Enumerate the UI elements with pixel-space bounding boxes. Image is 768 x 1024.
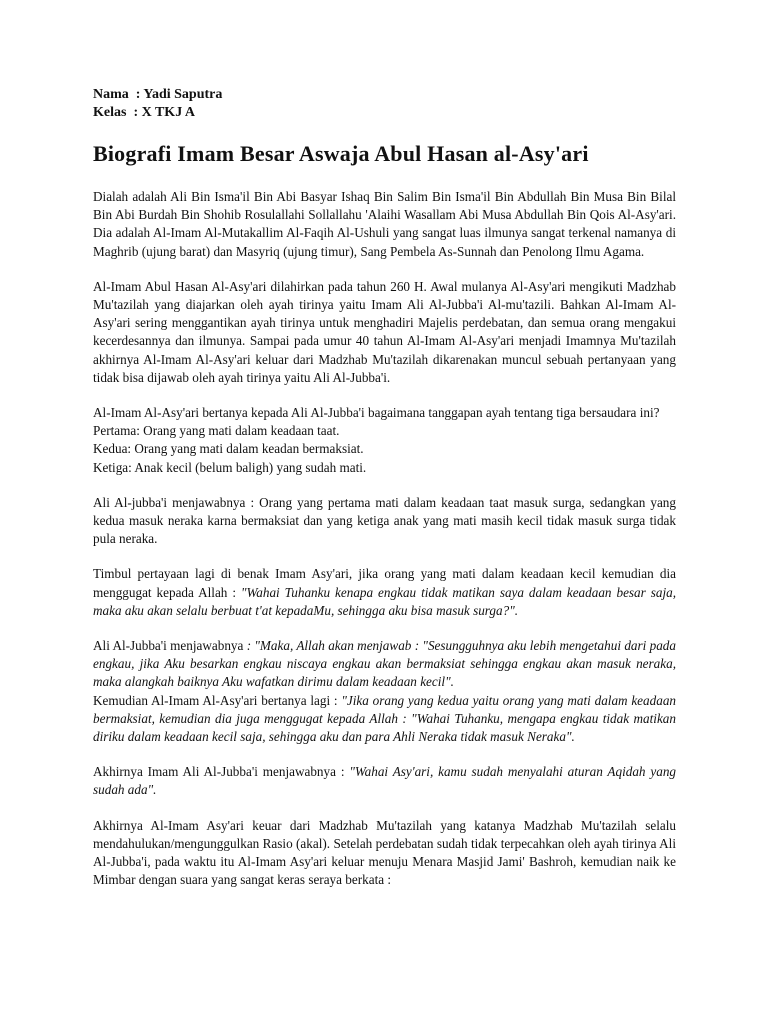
answer-2-quote: : "Maka, Allah akan menjawab : "Sesungguhnya aku lebih mengetahui dari pada engkau, jika Aku besarkan engkau niscaya engkau akan bermaksiat sehingga engkau akan masuk neraka, maka alangkah baiknya Aku wafatkan dirimu dalam keadaan kecil". bbox=[93, 638, 676, 690]
answer-2-text: Ali Al-Jubba'i menjawabnya bbox=[93, 638, 244, 654]
paragraph-early-life: Al-Imam Abul Hasan Al-Asy'ari dilahirkan pada tahun 260 H. Awal mulanya Al-Asy'ari mengikuti Madzhab Mu'tazilah yang diajarkan oleh ayah tirinya yaitu Imam Ali Al-Jubba'i Al-mu'tazili. Bahkan Al-Imam Al-Asy'ari sering menggantikan ayah tirinya untuk menghadiri Majelis perdebatan, dan semua orang mengakui kecerdesannya dan ilmunya. Sampai pada umur 40 tahun Al-Imam Al-Asy'ari menjadi Imamnya Mu'tazilah akhirnya Al-Imam Al-Asy'ari keluar dari Madzhab Mu'tazilah dikarenakan muncul sebuah pertanyaan yang tidak bisa dijawab oleh ayah tirinya yaitu Ali Al-Jubba'i. bbox=[93, 278, 676, 385]
paragraph-question-1 bbox=[93, 404, 676, 477]
paragraph-lineage: Dialah adalah Ali Bin Isma'il Bin Abi Basyar Ishaq Bin Salim Bin Isma'il Bin Abdullah Bin Musa Bin Bilal Bin Abi Burdah Bin Shohib Rosulallahi Sollallahu 'Alaihi Wasallam Abi Musa Abdullah Bin Qois Al-Asy'ari. Dia adalah Al-Imam Al-Mutakallim Al-Faqih Al-Ushuli yang sangat luas ilmunya sangat terkenal namanya di Maghrib (ujung barat) dan Masyriq (ujung timur), Sang Pembela As-Sunnah dan Penolong Ilmu Agama. bbox=[93, 189, 676, 259]
question-item-first: Pertama: Orang yang mati dalam keadaan taat. bbox=[93, 423, 340, 439]
paragraph-answer-1: Ali Al-jubba'i menjawabnya : Orang yang pertama mati dalam keadaan taat masuk surga, sedangkan yang kedua masuk neraka karna bermaksiat dan yang ketiga anak yang mati masih kecil tidak masuk surga tidak pula neraka. bbox=[93, 494, 676, 547]
question-3-text: Kemudian Al-Imam Al-Asy'ari bertanya lagi : bbox=[93, 692, 342, 708]
document-body bbox=[93, 188, 676, 890]
paragraph-closing: Akhirnya Al-Imam Asy'ari keuar dari Madzhab Mu'tazilah yang katanya Madzhab Mu'tazilah selalu mendahulukan/mengunggulkan Rasio (akal). Setelah perdebatan sudah tidak terpecahkan oleh ayah tirinya Ali Al-Jubba'i, pada waktu itu Al-Imam Asy'ari keluar menuju Menara Masjid Jami' Bashroh, kemudian naik ke Mimbar dengan suara yang sangat keras seraya berkata : bbox=[93, 817, 676, 888]
answer-3-quote: "Wahai Asy'ari, kamu sudah menyalahi aturan Aqidah yang sudah ada". bbox=[93, 764, 677, 798]
paragraph-question-2 bbox=[93, 565, 676, 620]
question-2-text: Timbul pertayaan lagi di benak Imam Asy'ari, jika orang yang mati dalam keadaan kecil kemudian dia menggugat kepada Allah : bbox=[93, 566, 676, 600]
student-class: Kelas : X TKJ A bbox=[93, 105, 196, 120]
paragraph-question-3 bbox=[93, 692, 676, 747]
answer-3-text: Akhirnya Imam Ali Al-Jubba'i menjawabnya : bbox=[93, 764, 350, 780]
question-item-second: Kedua: Orang yang mati dalam keadan bermaksiat. bbox=[93, 441, 364, 457]
document-title: Biografi Imam Besar Aswaja Abul Hasan al-Asy'ari bbox=[93, 141, 589, 166]
question-item-third: Ketiga: Anak kecil (belum baligh) yang sudah mati. bbox=[93, 459, 367, 475]
question-intro: Al-Imam Al-Asy'ari bertanya kepada Ali Al-Jubba'i bagaimana tanggapan ayah tentang tiga bersaudara ini? bbox=[93, 405, 660, 421]
student-info bbox=[93, 86, 676, 122]
paragraph-answer-3 bbox=[93, 763, 676, 799]
question-2-quote: "Wahai Tuhanku kenapa engkau tidak matikan saya dalam keadaan besar saja, maka aku akan selalu berbuat t'at kepadaMu, sehingga aku bisa masuk surga?". bbox=[93, 584, 676, 618]
student-name: Nama : Yadi Saputra bbox=[93, 87, 223, 102]
paragraph-answer-2 bbox=[93, 637, 676, 692]
question-3-quote: "Jika orang yang kedua yaitu orang yang mati dalam keadaan bermaksiat, kemudian dia juga menggugat kepada Allah : "Wahai Tuhanku, mengapa engkau tidak matikan diriku dalam keadaan kecil saja, sehingga aku dan para Ahli Neraka tidak masuk Neraka". bbox=[93, 692, 677, 745]
